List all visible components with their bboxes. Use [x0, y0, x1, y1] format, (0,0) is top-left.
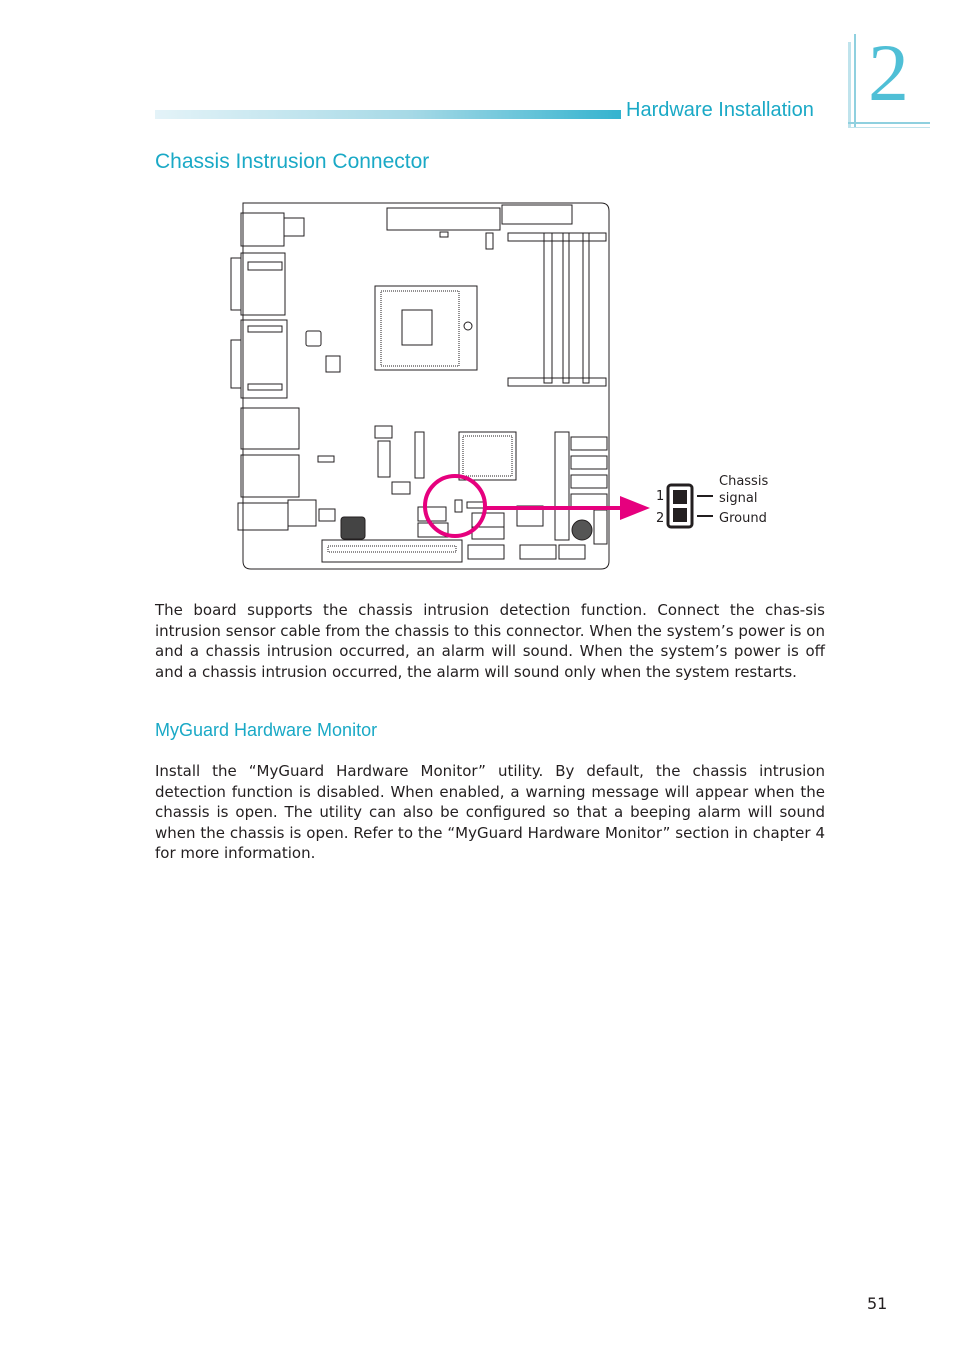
chassis-intrusion-paragraph: The board supports the chassis intrusion detection function. Connect the chas-sis intrusion sensor cable from the chassis to this connector. When the system’s power is on and a chassis intrusion occurred, an alarm will sound. When the system’s power is off and a chassis intrusion occurred, the alarm will sound only when the system restarts.: [155, 601, 825, 681]
section-title-chassis-intrusion: Chassis Instrusion Connector: [155, 150, 430, 173]
highlight-arrowhead: [620, 496, 650, 520]
motherboard-diagram: [225, 195, 790, 575]
pin1-label-line1: Chassis: [719, 474, 769, 489]
header-section-label: Hardware Installation: [626, 99, 814, 121]
connector-pin-1: [673, 490, 687, 504]
header-rule: [155, 110, 621, 119]
connector-pin-2: [673, 508, 687, 522]
pin2-label: Ground: [719, 511, 767, 526]
pin1-label-line2: signal: [719, 491, 758, 506]
pin2-number: 2: [656, 511, 665, 526]
myguard-paragraph: Install the “MyGuard Hardware Monitor” utility. By default, the chassis intrusion detection function is disabled. When enabled, a warning message will appear when the chassis is open. The utility can also be configured so that a beeping alarm will sound when the chassis is open. Refer to the “MyGuard Hardware Monitor” section in chapter 4 for more information.: [155, 762, 825, 862]
pin1-number: 1: [656, 489, 665, 504]
chapter-number: 2: [868, 27, 909, 118]
chapter-tab: [848, 27, 930, 128]
section-title-myguard: MyGuard Hardware Monitor: [155, 720, 378, 740]
page-number: 51: [867, 1294, 888, 1313]
